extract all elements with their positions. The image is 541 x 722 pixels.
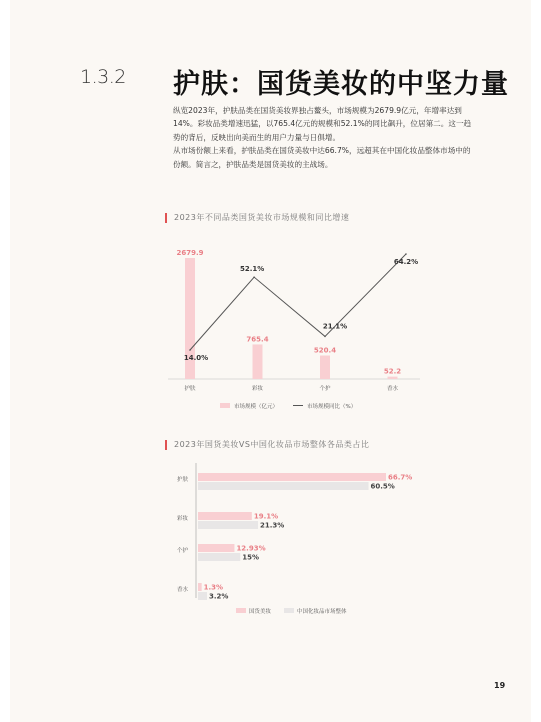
bar-s1-1 — [198, 512, 252, 520]
bar-s1-3 — [198, 583, 202, 591]
bar-label-0: 2679.9 — [176, 249, 204, 257]
bar-s1-label-1: 19.1% — [253, 512, 279, 521]
line-label-3: 64.2% — [393, 258, 419, 266]
y-tick-3: 香水 — [176, 587, 188, 593]
y-tick-2: 个护 — [176, 548, 188, 554]
y-tick-0: 护肤 — [176, 477, 188, 483]
share-comparison-chart — [160, 458, 440, 623]
line-label-0: 14.0% — [183, 354, 209, 362]
legend-label-s2: 中国化妆品市场整体 — [297, 609, 347, 615]
page-number: 19 — [494, 681, 506, 690]
bar-s2-1 — [198, 521, 258, 529]
growth-line — [190, 254, 406, 350]
legend-label-s1: 国货美妆 — [249, 609, 272, 615]
paragraph-2: 从市场份额上来看，护肤品类在国货美妆中达66.7%，远超其在中国化妆品整体市场中的份额。简言之，护肤品类是国货美妆的主战场。 — [173, 146, 471, 169]
x-tick-1: 彩妆 — [251, 386, 264, 392]
paragraph-1: 纵览2023年，护肤品类在国货美妆界独占鳌头，市场规模为2679.9亿元，年增率达到14%。彩妆品类增速迅猛，以765.4亿元的规模和52.1%的同比飙升，位居第二。这一趋势的背后，反映出向美而生的用户力量与日俱增。 — [173, 106, 472, 142]
legend-swatch-bar — [220, 403, 230, 408]
bar-2 — [320, 356, 330, 379]
x-tick-3: 香水 — [386, 386, 399, 392]
chart2-title: 2023年国货美妆VS中国化妆品市场整体各品类占比 — [165, 440, 369, 450]
legend-label-line: 市场规模同比（%） — [307, 404, 357, 410]
body-text — [173, 104, 478, 171]
y-tick-1: 彩妆 — [176, 516, 188, 522]
bar-label-2: 520.4 — [313, 346, 337, 355]
x-tick-2: 个护 — [319, 386, 331, 392]
bar-s2-3 — [198, 592, 207, 600]
section-number: 1.3.2 — [80, 66, 126, 88]
bar-s2-0 — [198, 482, 369, 490]
bar-s2-2 — [198, 553, 240, 561]
x-tick-0: 护肤 — [184, 386, 196, 392]
bar-s1-2 — [198, 544, 234, 552]
bar-s2-label-2: 15% — [242, 553, 260, 562]
bar-s2-label-0: 60.5% — [370, 482, 395, 491]
market-size-chart — [160, 228, 440, 418]
bar-label-3: 52.2 — [383, 367, 402, 376]
line-label-1: 52.1% — [239, 265, 265, 274]
line-point-2 — [324, 336, 326, 338]
bar-s2-label-3: 3.2% — [209, 592, 229, 601]
line-point-3 — [405, 253, 407, 255]
bar-s1-label-3: 1.3% — [203, 583, 224, 592]
section-title: 护肤：国货美妆的中坚力量 — [173, 69, 509, 100]
line-point-1 — [253, 276, 255, 278]
legend-label-bar: 市场规模（亿元） — [234, 404, 279, 410]
line-label-2: 21.1% — [322, 322, 348, 331]
bar-s1-label-0: 66.7% — [388, 473, 413, 482]
bar-s1-0 — [198, 473, 386, 481]
chart1-title: 2023年不同品类国货美妆市场规模和同比增速 — [165, 213, 349, 223]
legend-swatch-s1 — [236, 608, 246, 613]
legend-swatch-s2 — [284, 608, 294, 613]
bar-1 — [253, 344, 263, 379]
bar-label-1: 765.4 — [246, 335, 269, 344]
bar-s2-label-1: 21.3% — [260, 521, 285, 530]
bar-s1-label-2: 12.93% — [236, 544, 266, 553]
line-point-0 — [189, 349, 191, 351]
report-page — [10, 0, 531, 722]
bar-3 — [388, 377, 398, 379]
